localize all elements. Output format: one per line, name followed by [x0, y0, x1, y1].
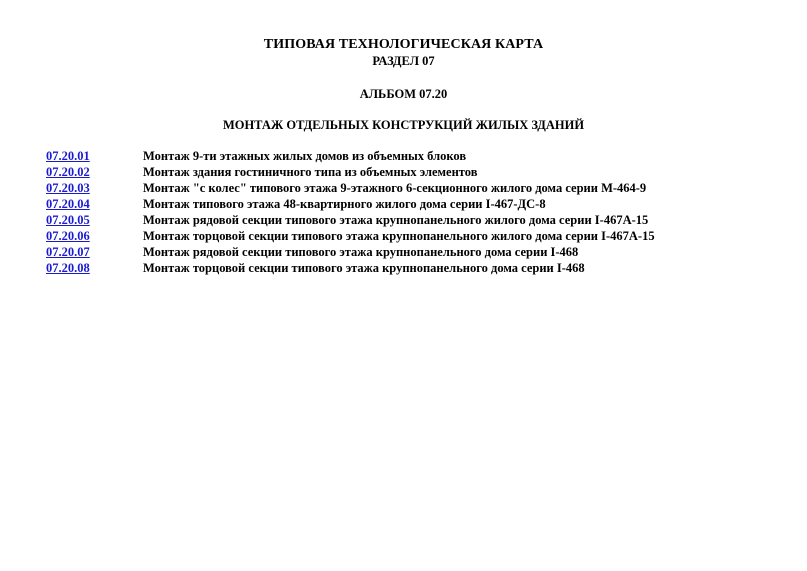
list-item [46, 228, 796, 244]
section-heading: РАЗДЕЛ 07 [372, 54, 435, 68]
document-title-text: Монтаж рядовой секции типового этажа крупнопанельного дома серии I-468 [143, 245, 579, 259]
list-item [46, 244, 796, 260]
document-link-07-20-06[interactable]: 07.20.06 [46, 229, 90, 243]
subject-heading: МОНТАЖ ОТДЕЛЬНЫХ КОНСТРУКЦИЙ ЖИЛЫХ ЗДАНИЙ [222, 118, 585, 132]
document-link-07-20-07[interactable]: 07.20.07 [46, 245, 90, 259]
document-title-text: Монтаж торцовой секции типового этажа крупнопанельного жилого дома серии I-467А-15 [143, 229, 655, 243]
document-title-text: Монтаж торцовой секции типового этажа крупнопанельного дома серии I-468 [143, 261, 585, 275]
document-link-07-20-01[interactable]: 07.20.01 [46, 149, 90, 163]
document-link-07-20-02[interactable]: 07.20.02 [46, 165, 90, 179]
document-title-text: Монтаж здания гостиничного типа из объемных элементов [143, 165, 478, 179]
list-item [46, 148, 796, 164]
document-list [46, 148, 796, 276]
document-title-text: Монтаж рядовой секции типового этажа крупнопанельного жилого дома серии I-467А-15 [143, 213, 649, 227]
document-link-07-20-08[interactable]: 07.20.08 [46, 261, 90, 275]
document-title-text: Монтаж типового этажа 48-квартирного жилого дома серии I-467-ДС-8 [143, 197, 546, 211]
document-title-text: Монтаж "с колес" типового этажа 9-этажного 6-секционного жилого дома серии М-464-9 [143, 181, 647, 195]
document-link-07-20-03[interactable]: 07.20.03 [46, 181, 90, 195]
document-link-07-20-05[interactable]: 07.20.05 [46, 213, 90, 227]
list-item [46, 180, 796, 196]
document-title-text: Монтаж 9-ти этажных жилых домов из объемных блоков [143, 149, 467, 163]
list-item [46, 260, 796, 276]
list-item [46, 164, 796, 180]
document-link-07-20-04[interactable]: 07.20.04 [46, 197, 90, 211]
list-item [46, 212, 796, 228]
album-heading: АЛЬБОМ 07.20 [359, 87, 448, 101]
document-title: ТИПОВАЯ ТЕХНОЛОГИЧЕСКАЯ КАРТА [263, 37, 544, 52]
list-item [46, 196, 796, 212]
